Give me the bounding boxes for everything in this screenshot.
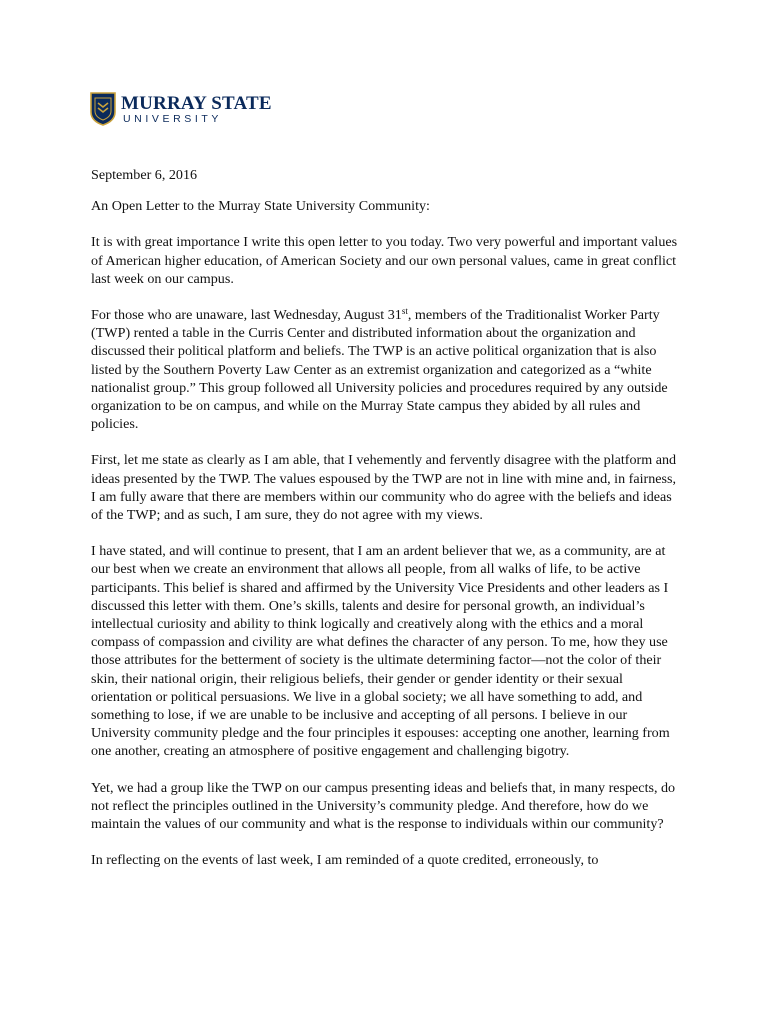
paragraph-2-part-b: , members of the Traditionalist Worker Party (TWP) rented a table in the Curris Center and distributed information about the organization and discussed their political platform and beliefs. The TWP is an active political organization that is also listed by the Southern Poverty Law Center as an extremist organization and categorized as a “white nationalist group.” This group followed all University policies and procedures required by any outside organization to be on campus, and while on the Murray State campus they abided by all rules and policies. (91, 307, 668, 433)
ordinal-suffix: st (401, 306, 408, 317)
paragraph-6: In reflecting on the events of last week, I am reminded of a quote credited, erroneously, to (91, 852, 599, 869)
paragraph-4: I have stated, and will continue to present, that I am an ardent believer that we, as a community, are at our best when we create an environment that allows all people, from all walks of life, to be active participants. This belief is shared and affirmed by the University Vice Presidents and other leaders as I discussed this letter with them. One’s skills, talents and desire for personal growth, an individual’s intellectual curiosity and ability to think logically and creatively along with the ethics and a moral compass of compassion and civility are what defines the character of any person. To me, how they use those attributes for the betterment of society is the ultimate determining factor—not the color of their skin, their national origin, their religious beliefs, their gender or gender identity or their sexual orientation or political persuasions. We live in a global society; we all have something to add, and something to lose, if we are unable to be inclusive and accepting of all persons. I believe in our University community pledge and the four principles it espouses: accepting one another, learning from one another, creating an atmosphere of positive engagement and challenging bigotry. (91, 543, 670, 760)
logo-name: MURRAY STATE (121, 93, 272, 114)
letter-date: September 6, 2016 (91, 167, 198, 183)
paragraph-1: It is with great importance I write this open letter to you today. Two very powerful and important values of American higher education, of American Society and our own personal values, came in great conflict last week on our campus. (91, 234, 678, 287)
logo-subtitle: UNIVERSITY (123, 113, 223, 125)
paragraph-3: First, let me state as clearly as I am able, that I vehemently and fervently disagree with the platform and ideas presented by the TWP. The values espoused by the TWP are not in line with mine and, in fairness, I am fully aware that there are members within our community who do agree with the beliefs and ideas of the TWP; and as such, I am sure, they do not agree with my views. (91, 452, 677, 524)
letter-body (91, 166, 681, 888)
shield-icon (90, 92, 116, 126)
paragraph-5: Yet, we had a group like the TWP on our campus presenting ideas and beliefs that, in many respects, do not reflect the principles outlined in the University’s community pledge. And therefore, how do we maintain the values of our community and what is the response to individuals within our community? (91, 779, 676, 833)
paragraph-2-part-a: For those who are unaware, last Wednesday, August 31 (91, 307, 402, 324)
paragraph-2 (91, 306, 681, 433)
letter-salutation: An Open Letter to the Murray State University Community: (91, 198, 430, 215)
